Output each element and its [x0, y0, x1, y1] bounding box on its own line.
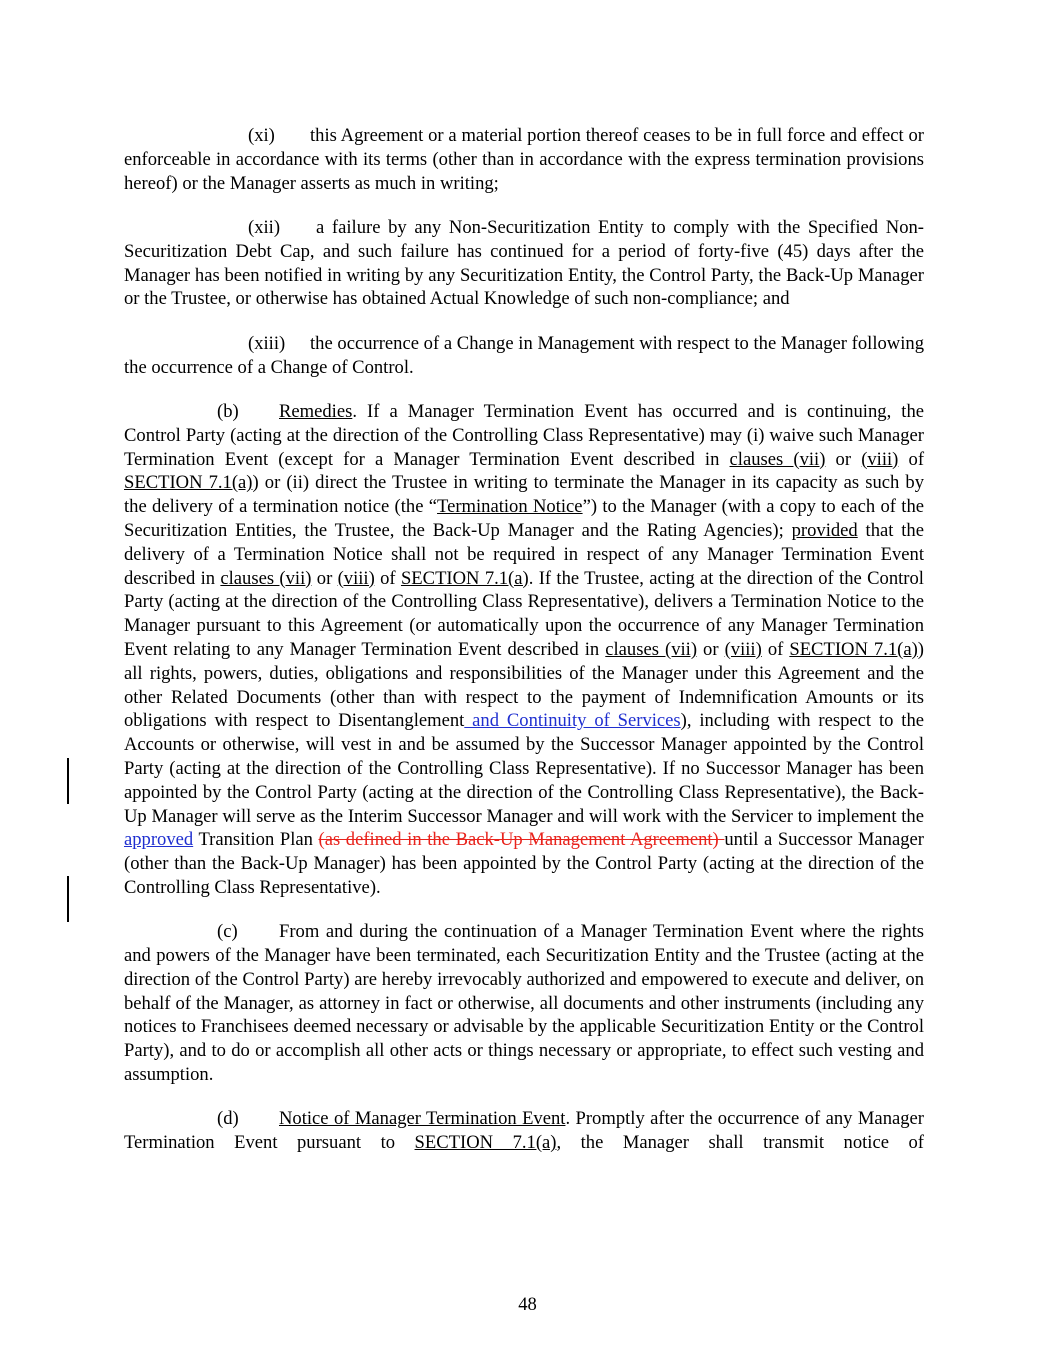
revision-bar	[67, 876, 69, 922]
text-run: ”) to the Manager (with a copy to each of the Securitization Entities, the Trustee, the Back-Up Manager and the Rating Agencies);	[124, 496, 924, 541]
text-run: that the delivery of a Termination Notice shall not be required in respect of any Manager Termination Event described in	[124, 519, 924, 589]
revision-bar	[67, 758, 69, 804]
tracked-insertion: approved	[124, 829, 194, 851]
defined-term: provided	[791, 519, 858, 541]
text-run: of	[374, 567, 401, 589]
cross-reference: (viii)	[724, 638, 762, 660]
clause-text: the occurrence of a Change in Management with respect to the Manager following the occurrence of a Change of Control.	[124, 332, 924, 378]
text-run: until a Successor Manager (other than the Back-Up Manager) has been appointed by the Control Party (acting at the direction of the Controlling Class Representative).	[124, 829, 924, 898]
text-run: of	[761, 638, 790, 660]
text-run: ) or (ii) direct the Trustee in writing to terminate the Manager in its capacity as such by the delivery of a termination notice (the “	[124, 472, 924, 518]
text-run: or	[311, 567, 338, 589]
clause-text: a failure by any Non-Securitization Entity to comply with the Specified Non-Securitization Debt Cap, and such failure has continued for a period of forty-five (45) days after the Manager has been notified in writing by any Securitization Entity, the Control Party, the Back-Up Manager or the Trustee, or otherwise has obtained Actual Knowledge of such non-compliance; and	[124, 216, 924, 310]
clause-xii	[124, 216, 924, 311]
clause-xi	[124, 124, 924, 195]
text-run: ), including with respect to the Accounts or otherwise, will vest in and be assumed by the Successor Manager appointed by the Control Party (acting at the direction of the Controlling Class Representative). If no Successor Manager has been appointed by the Control Party (acting at the direction of the Controlling Class Representative), the Back-Up Manager will serve as the Interim Successor Manager and will work with the Servicer to implement the	[124, 710, 924, 827]
section-heading: Remedies	[279, 400, 353, 422]
section-label: (c)	[217, 921, 238, 943]
cross-reference: clauses (vii)	[605, 638, 698, 660]
defined-term: Termination Notice	[437, 496, 583, 518]
text-run: . Promptly after the occurrence of any Manager Termination Event pursuant to	[124, 1108, 924, 1154]
text-run: . If the Trustee, acting at the direction of the Control Party (acting at the direction of the Controlling Class Representative), delivers a Termination Notice to the Manager pursuant to this Agreement (or automatically upon the occurrence of any Manager Termination Event relating to any Manager Termination Event described in	[124, 567, 924, 660]
cross-reference: SECTION 7.1(a)	[789, 638, 918, 660]
section-b-remedies	[124, 400, 924, 900]
clause-label: (xii)	[248, 216, 281, 238]
tracked-insertion: and Continuity of Services	[464, 710, 681, 732]
cross-reference: (viii)	[861, 448, 899, 470]
tracked-deletion: (as defined in the Back-Up Management Agreement)	[318, 829, 725, 851]
text-run: Transition Plan	[193, 829, 319, 851]
section-label: (b)	[217, 400, 239, 422]
cross-reference: clauses (vii)	[220, 567, 312, 589]
text-run: of	[898, 448, 925, 470]
section-d-notice	[124, 1107, 924, 1155]
cross-reference: clauses (vii)	[729, 448, 826, 470]
clause-label: (xi)	[248, 125, 275, 146]
clause-xiii	[124, 332, 924, 380]
section-text: From and during the continuation of a Manager Termination Event where the rights and powers of the Manager have been terminated, each Securitization Entity and the Trustee (acting at the direction of the Control Party) are hereby irrevocably authorized and empowered to execute and deliver, on behalf of the Manager, as attorney in fact or otherwise, all documents and other instruments (including any notices to Franchisees deemed necessary or advisable by the applicable Securitization Entity or the Control Party), and to do or accomplish all other acts or things necessary or appropriate, to effect such vesting and assumption.	[124, 921, 924, 1086]
text-run: , the Manager shall transmit notice of	[556, 1132, 924, 1154]
cross-reference: (viii)	[337, 567, 375, 589]
section-heading: Notice of Manager Termination Event	[279, 1108, 566, 1130]
cross-reference: SECTION 7.1(a)	[124, 472, 253, 494]
page-number: 48	[518, 1294, 537, 1315]
section-c	[124, 920, 924, 1087]
text-run: or	[697, 638, 725, 660]
clause-label: (xiii)	[248, 332, 286, 354]
text-run: ) all rights, powers, duties, obligations and responsibilities of the Manager under this Agreement and the other Related Documents (other than with respect to the payment of Indemnification Amounts or its obligations with respect to Disentanglement	[124, 638, 924, 732]
text-run: or	[825, 448, 862, 470]
document-body	[124, 124, 924, 1176]
clause-text: this Agreement or a material portion thereof ceases to be in full force and effect or enforceable in accordance with its terms (other than in accordance with the express termination provisions hereof) or the Manager asserts as much in writing;	[124, 125, 924, 194]
text-run: . If a Manager Termination Event has occurred and is continuing, the Control Party (acting at the direction of the Controlling Class Representative) may (i) waive such Manager Termination Event (except for a Manager Termination Event described in	[124, 400, 924, 470]
cross-reference: SECTION 7.1(a)	[414, 1132, 557, 1154]
section-label: (d)	[217, 1108, 239, 1130]
cross-reference: SECTION 7.1(a)	[400, 567, 529, 589]
